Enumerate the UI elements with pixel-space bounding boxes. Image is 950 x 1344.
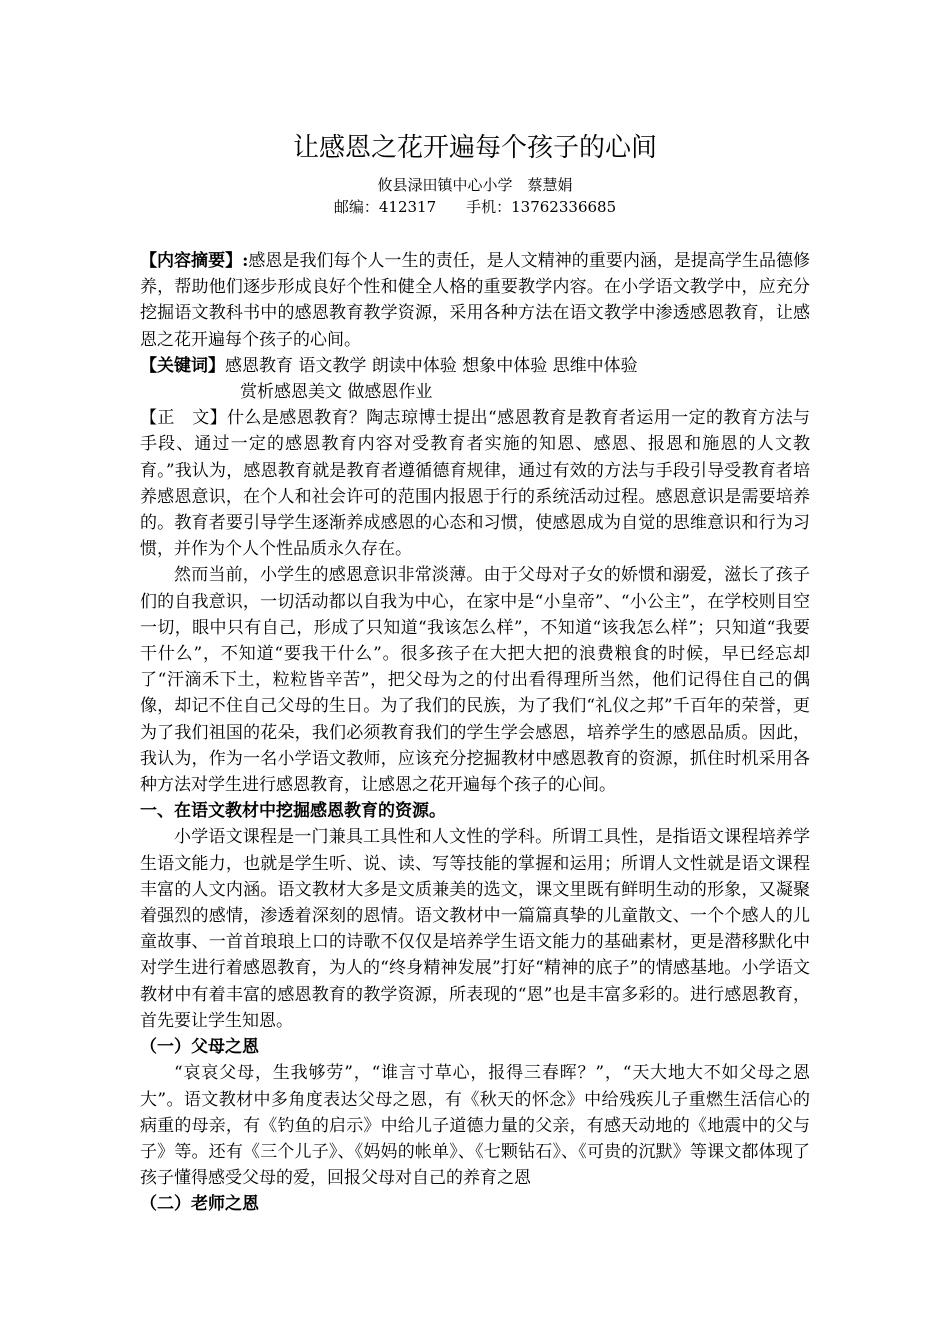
body-paragraph-2: 然而当前，小学生的感恩意识非常淡薄。由于父母对子女的娇惯和溺爱，滋长了孩子们的自我意识，一切活动都以自我为中心，在家中是“小皇帝”、“小公主”，在学校则目空一切，眼中只有自己，形成了只知道“我该怎么样”，不知道“该我怎么样”；只知道“我要干什么”，不知道“要我干什么”。很多孩子在大把大把的浪费粮食的时候，早已经忘却了“汗滴禾下土，粒粒皆辛苦”，把父母为之的付出看得理所当然，他们记得住自己的偶像，却记不住自己父母的生日。为了我们的民族，为了我们“礼仪之邦”千百年的荣誉，更为了我们祖国的花朵，我们必须教育我们的学生学会感恩，培养学生的感恩品质。因此，我认为，作为一名小学语文教师，应该充分挖掘教材中感恩教育的资源，抓住时机采用各种方法对学生进行感恩教育，让感恩之花开遍每个孩子的心间。	[140, 565, 810, 796]
spacer	[140, 218, 810, 248]
section-1-paragraph: 小学语文课程是一门兼具工具性和人文性的学科。所谓工具性，是指语文课程培养学生语文能力，也就是学生听、说、读、写等技能的掌握和运用；所谓人文性就是语文课程丰富的人文内涵。语文教材大多是文质兼美的选文，课文里既有鲜明生动的形象，又凝聚着强烈的感情，渗透着深刻的恩情。语文教材中一篇篇真挚的儿童散文、一个个感人的儿童故事、一首首琅琅上口的诗歌不仅仅是培养学生语文能力的基础素材，更是潜移默化中对学生进行着感恩教育，为人的“终身精神发展”打好“精神的底子”的情感基地。小学语文教材中有着丰富的感恩教育的教学资源，所表现的“恩”也是丰富多彩的。进行感恩教育，首先要让学生知恩。	[140, 827, 810, 1031]
subsection-2-heading: （二）老师之恩	[140, 1194, 259, 1215]
author-line: 攸县渌田镇中心小学 蔡慧娟	[377, 176, 573, 194]
section-1-heading: 一、在语文教材中挖掘感恩教育的资源。	[140, 801, 446, 822]
keywords-label: 【关键词】	[140, 355, 225, 376]
abstract-label: 【内容摘要】:	[140, 251, 249, 271]
abstract-paragraph	[140, 248, 810, 353]
document-page	[140, 128, 810, 1218]
subsection-1-paragraph: “哀哀父母，生我够劳”，“谁言寸草心，报得三春晖？”，“天大地大不如父母之恩大”。语文教材中多角度表达父母之恩，有《秋天的怀念》中给残疾儿子重燃生活信心的病重的母亲，有《钓鱼的启示》中给儿子道德力量的父亲，有感天动地的《地震中的父与子》等。还有《三个儿子》、《妈妈的帐单》、《七颗钻石》、《可贵的沉默》等课文都体现了孩子懂得感受父母的爱，回报父母对自己的养育之恩	[140, 1063, 810, 1189]
body-label: 【正 文】	[140, 408, 228, 429]
body-para1-text: 什么是感恩教育？陶志琼博士提出“感恩教育是教育者运用一定的教育方法与手段、通过一定的感恩教育内容对受教育者实施的知恩、感恩、报恩和施恩的人文教育。”我认为，感恩教育就是教育者遵循德育规律，通过有效的方法与手段引导受教育者培养感恩意识，在个人和社会许可的范围内报恩于行的系统活动过程。感恩意识是需要培养的。教育者要引导学生逐渐养成感恩的心态和习惯，使感恩成为自觉的思维意识和行为习惯，并作为个人个性品质永久存在。	[140, 408, 810, 560]
keywords-continuation: 赏析感恩美文 做感恩作业	[240, 382, 433, 403]
doc-title: 让感恩之花开遍每个孩子的心间	[292, 133, 657, 163]
contact-line: 邮编：412317 手机：13762336685	[333, 198, 617, 216]
body-paragraph-1	[140, 405, 810, 562]
keywords-paragraph	[140, 353, 810, 379]
subsection-1-heading: （一）父母之恩	[140, 1037, 259, 1058]
keywords-line1: 感恩教育 语文教学 朗读中体验 想象中体验 思维中体验	[225, 355, 638, 376]
abstract-text: 感恩是我们每个人一生的责任，是人文精神的重要内涵，是提高学生品德修养，帮助他们逐步形成良好个性和健全人格的重要教学内容。在小学语文教学中，应充分挖掘语文教科书中的感恩教育教学资源，采用各种方法在语文教学中渗透感恩教育，让感恩之花开遍每个孩子的心间。	[140, 251, 810, 350]
